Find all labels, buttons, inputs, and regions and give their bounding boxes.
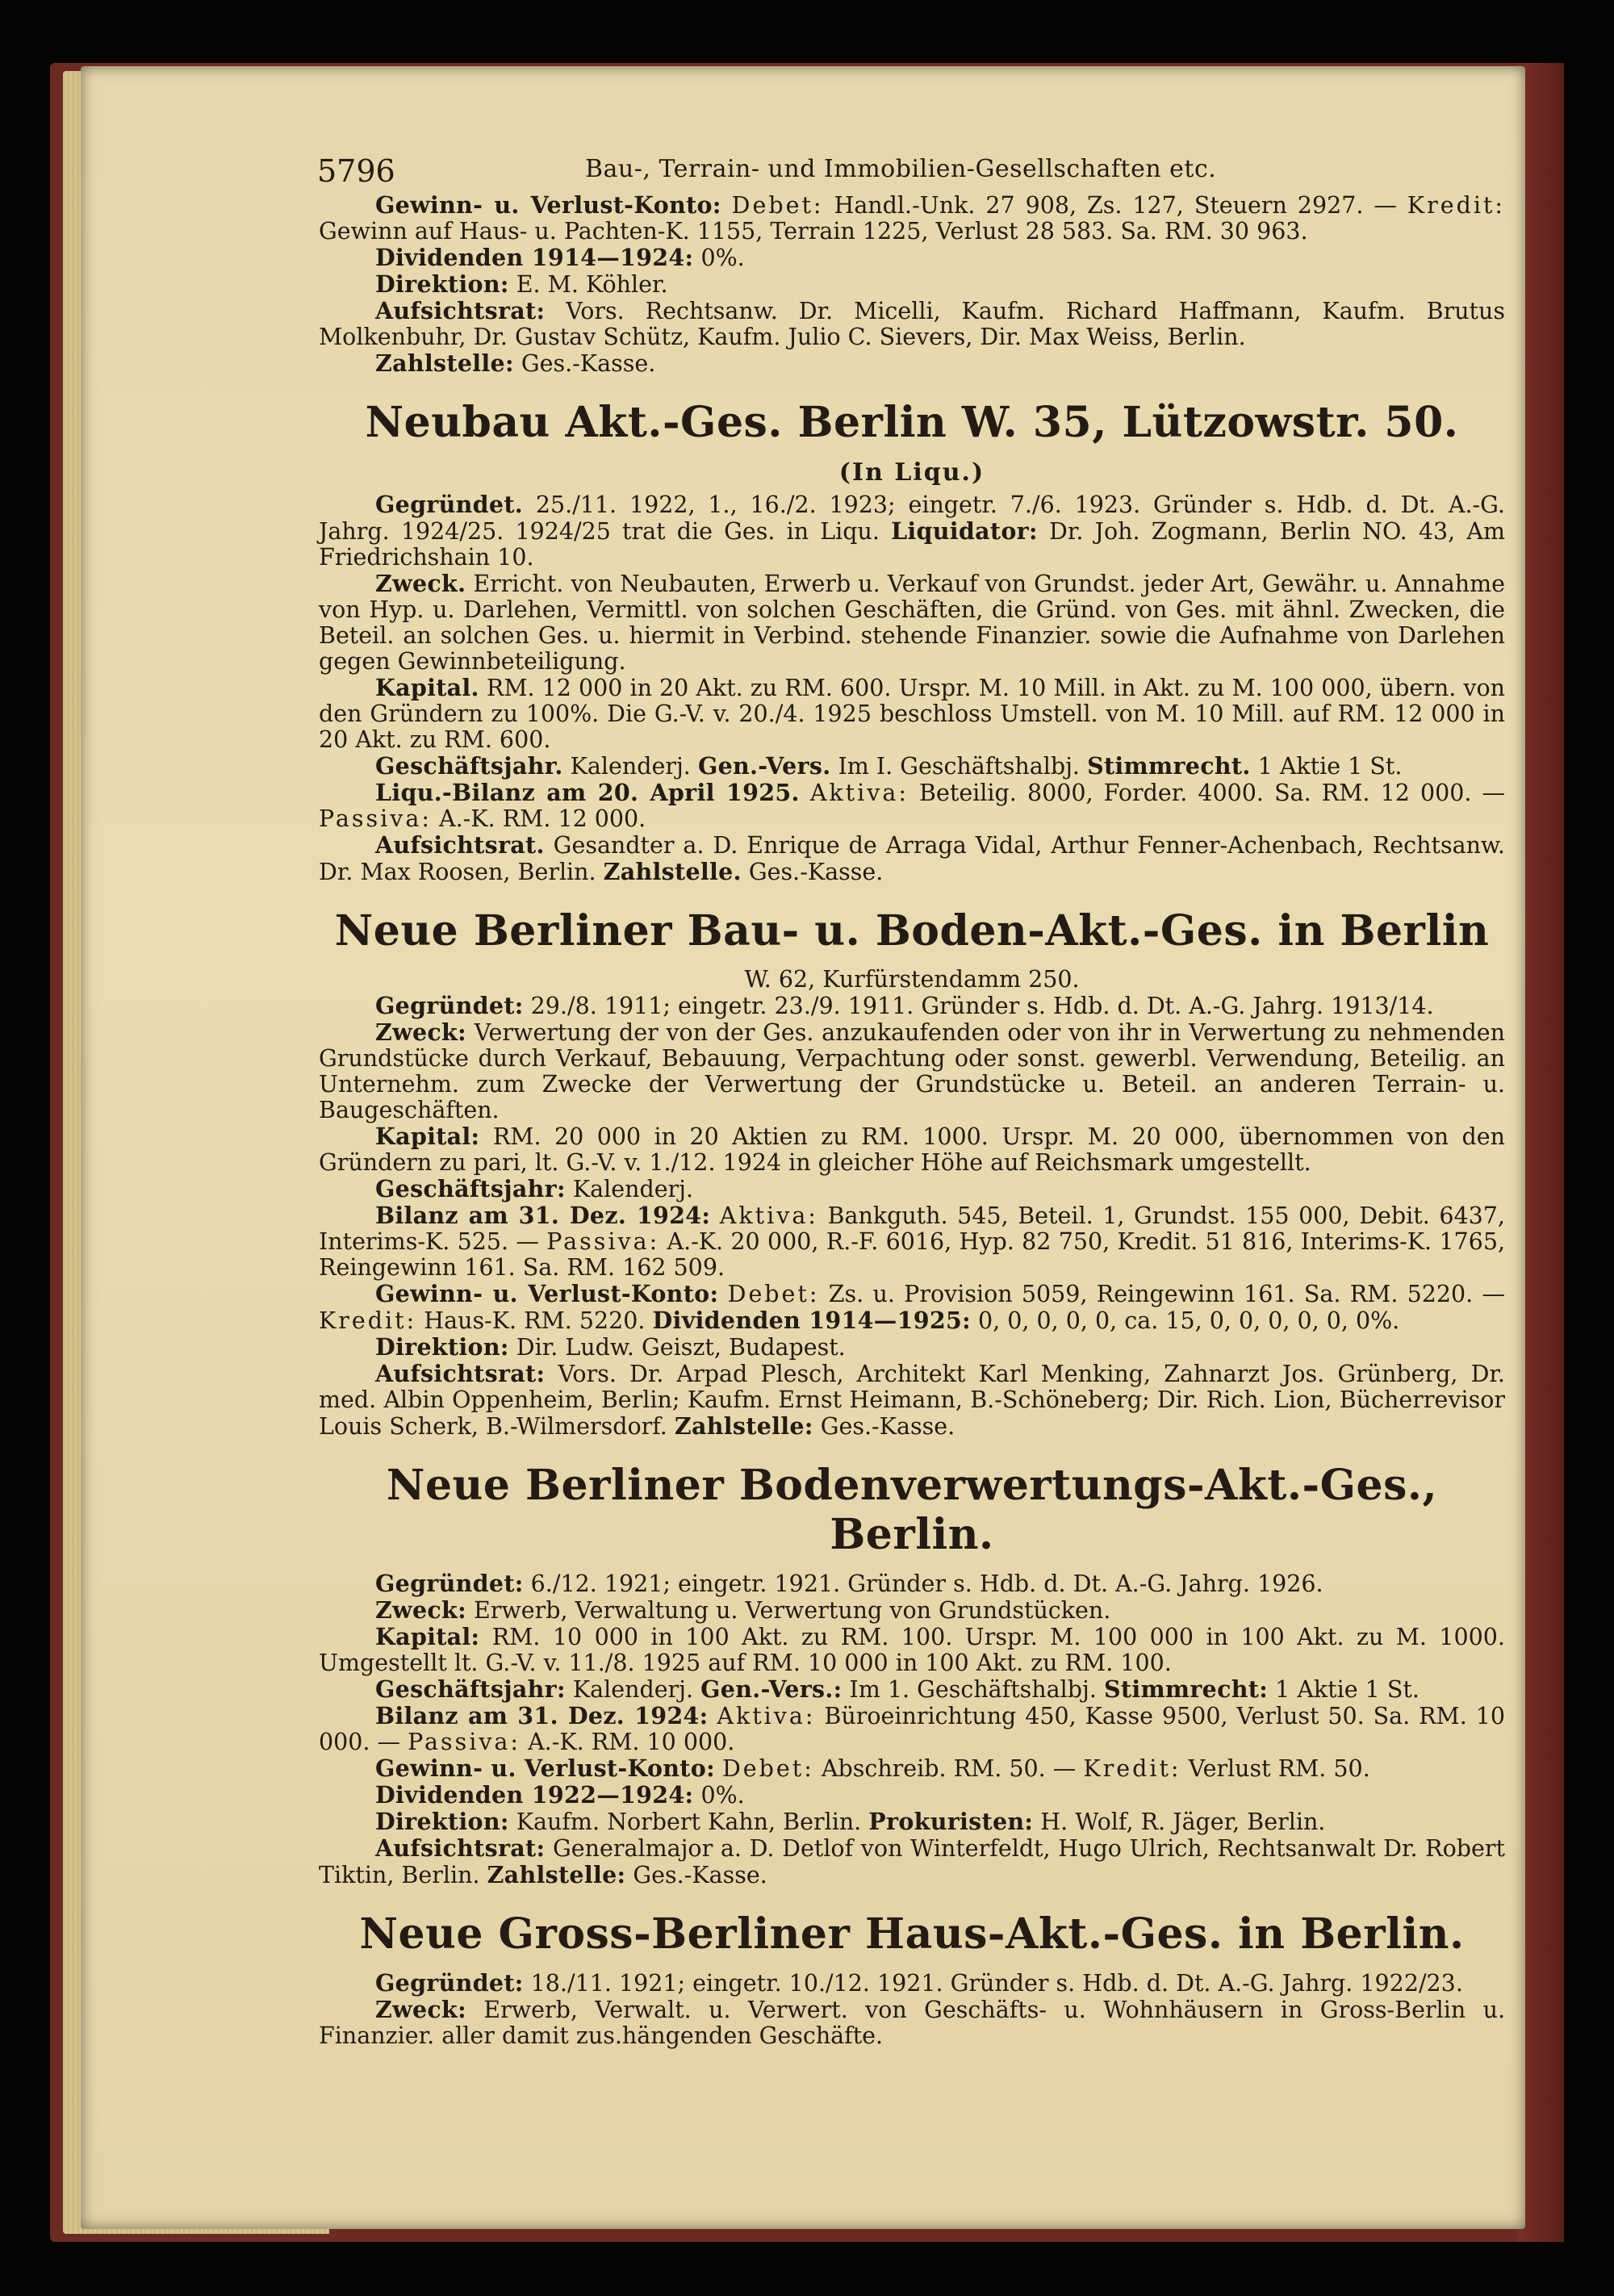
gegruendet: [319, 1970, 1505, 1997]
label: Prokuristen:: [868, 1808, 1034, 1835]
label: Aufsichtsrat:: [375, 297, 546, 324]
label: Stimmrecht:: [1103, 1675, 1269, 1703]
text: Erwerb, Verwaltung u. Verwertung von Grundstücken.: [466, 1597, 1111, 1624]
label: Bilanz am 31. Dez. 1924:: [375, 1702, 709, 1729]
label: Zahlstelle:: [375, 349, 514, 377]
text: Zs. u. Provision 5059, Reingewinn 161. Sa. RM. 5220. —: [819, 1281, 1506, 1307]
label: Geschäftsjahr:: [375, 1675, 566, 1703]
text: Dr. Joh. Zogmann, Berlin NO. 43, Am Friedrichshain 10.: [319, 518, 1505, 571]
label: Gegründet:: [375, 992, 524, 1019]
text: Abschreib. RM. 50. —: [813, 1755, 1084, 1782]
label: Zweck.: [375, 570, 466, 597]
label: Kredit:: [1083, 1755, 1181, 1782]
text: Kalenderj.: [565, 1176, 694, 1202]
bilanz: [319, 1703, 1505, 1755]
text: Generalmajor a. D. Detlof von Winterfeldt, Hugo Ulrich, Rechtsanwalt Dr. Robert Tiktin, Berlin.: [319, 1835, 1505, 1888]
label: Kapital:: [375, 1623, 480, 1650]
text: 0%.: [693, 1782, 745, 1809]
entry-title: Neue Berliner Bodenverwertungs-Akt.-Ges., Berlin.: [386, 1461, 1438, 1559]
text: Erwerb, Verwalt. u. Verwert. von Geschäfts- u. Wohnhäusern in Gross-Berlin u. Finanzier. aller damit zus.hängenden Geschäfte.: [319, 1997, 1505, 2049]
text: Dir. Ludw. Geiszt, Budapest.: [508, 1334, 846, 1361]
label: Direktion:: [375, 270, 509, 298]
geschaeftsjahr: [319, 1676, 1505, 1703]
text: [710, 1202, 720, 1229]
text: RM. 20 000 in 20 Aktien zu RM. 1000. Urspr. M. 20 000, übernommen von den Gründern zu pari, lt. G.-V. v. 1./12. 1924 in gleicher Höhe auf Reichsmark umgestellt.: [319, 1123, 1505, 1176]
label: Gegründet:: [375, 1969, 524, 1997]
text: RM. 12 000 in 20 Akt. zu RM. 600. Urspr. M. 10 Mill. in Akt. zu M. 100 000, übern. von den Gründern zu 100%. Die G.-V. v. 20./4. 1925 beschloss Umstell. von M. 10 Mill. auf RM. 12 000 in 20 Akt. zu RM. 600.: [319, 675, 1505, 753]
kapital: [319, 1624, 1505, 1676]
entry-title: Neue Berliner Bau- u. Boden-Akt.-Ges. in Berlin: [334, 906, 1490, 956]
label: Kredit:: [319, 1307, 417, 1334]
direktion: [319, 1809, 1505, 1835]
label: Gewinn- u. Verlust-Konto:: [375, 1280, 719, 1307]
label: Zweck:: [375, 1996, 466, 2023]
label: Zweck:: [375, 1596, 466, 1624]
label: Bilanz am 31. Dez. 1924:: [375, 1202, 711, 1229]
text: [708, 1703, 717, 1729]
text: Büroeinrichtung 450, Kasse 9500, Verlust 50. Sa. RM. 10 000. —: [319, 1703, 1505, 1755]
text: Vors. Dr. Arpad Plesch, Architekt Karl Menking, Zahnarzt Jos. Grünberg, Dr. med. Albin Oppenheim, Berlin; Kaufm. Ernst Heimann, B.-Schöneberg; Dir. Rich. Lion, Bücherrevisor Louis Scherk, B.-Wilmersdorf.: [319, 1361, 1505, 1440]
label: Kredit:: [1407, 192, 1505, 219]
gewinn-verlust-konto: [319, 192, 1505, 245]
label: Debet:: [721, 1755, 814, 1782]
gegruendet: [319, 993, 1505, 1019]
label: Zahlstelle.: [603, 858, 742, 885]
label: Zweck:: [375, 1018, 466, 1046]
text: A.-K. RM. 10 000.: [521, 1729, 735, 1755]
kapital: [319, 675, 1505, 753]
text: Verlust RM. 50.: [1181, 1755, 1370, 1782]
label: Gewinn- u. Verlust-Konto:: [375, 191, 721, 219]
dividenden: [319, 1782, 1505, 1809]
zweck: [319, 1019, 1505, 1123]
entry-neue-gross-berliner: [319, 1909, 1505, 2049]
text: A.-K. 20 000, R.-F. 6016, Hyp. 82 750, Kredit. 51 816, Interims-K. 1765, Reingewinn 161. Sa. RM. 162 509.: [319, 1228, 1506, 1281]
label: Passiva:: [319, 805, 432, 832]
text: Ges.-Kasse.: [813, 1413, 955, 1440]
label: Passiva:: [546, 1228, 660, 1255]
geschaeftsjahr: [319, 753, 1505, 780]
entry-continued: [319, 192, 1505, 377]
label: Zahlstelle:: [487, 1861, 626, 1888]
bilanz: [319, 1202, 1505, 1281]
aufsichtsrat: [319, 1361, 1505, 1440]
liquidation-note: (In Liqu.): [838, 458, 985, 487]
label: Dividenden 1922—1924:: [375, 1781, 694, 1809]
text: 1 Aktie 1 St.: [1250, 753, 1403, 780]
label: Aktiva:: [717, 1703, 816, 1729]
text: Ges.-Kasse.: [513, 350, 656, 377]
gegruendet: [319, 491, 1505, 571]
text: Ges.-Kasse.: [741, 859, 884, 885]
direktion: [319, 271, 1505, 298]
text: Gewinn auf Haus- u. Pachten-K. 1155, Terrain 1225, Verlust 28 583. Sa. RM. 30 963.: [319, 218, 1308, 245]
running-header: [319, 153, 1505, 192]
text: 18./11. 1921; eingetr. 10./12. 1921. Gründer s. Hdb. d. Dt. A.-G. Jahrg. 1922/23.: [523, 1970, 1463, 1997]
text: 1 Aktie 1 St.: [1268, 1676, 1420, 1703]
label: Gen.-Vers.:: [700, 1675, 843, 1703]
text: Ges.-Kasse.: [625, 1862, 767, 1888]
text: Beteilig. 8000, Forder. 4000. Sa. RM. 12 000. —: [908, 780, 1506, 806]
label: Kapital.: [375, 674, 479, 701]
label: Debet:: [727, 1281, 820, 1307]
direktion: [319, 1334, 1505, 1361]
text: H. Wolf, R. Jäger, Berlin.: [1033, 1809, 1326, 1835]
text: Gesandter a. D. Enrique de Arraga Vidal, Arthur Fenner-Achenbach, Rechtsanw. Dr. Max Roosen, Berlin.: [319, 832, 1505, 885]
label: Debet:: [731, 192, 824, 219]
label: Aufsichtsrat:: [375, 1834, 546, 1862]
text: E. M. Köhler.: [508, 271, 668, 298]
entry-neue-berliner-bodenverwertung: [319, 1461, 1505, 1888]
label: Aufsichtsrat:: [375, 1360, 546, 1387]
page-content: [319, 153, 1505, 2049]
entry-title: Neue Gross-Berliner Haus-Akt.-Ges. in Berlin.: [359, 1909, 1465, 1959]
label: Aufsichtsrat.: [375, 831, 545, 859]
aufsichtsrat: [319, 832, 1505, 885]
page-number: 5796: [317, 153, 395, 189]
gewinn-verlust-konto: [319, 1281, 1505, 1334]
geschaeftsjahr: [319, 1176, 1505, 1202]
entry-neue-berliner-bau: [319, 906, 1505, 1440]
text: Im 1. Geschäftshalbj.: [842, 1676, 1104, 1703]
dividenden: [319, 245, 1505, 271]
text: 0%.: [693, 245, 745, 271]
zweck: [319, 571, 1505, 675]
text: Verwertung der von der Ges. anzukaufenden oder von ihr in Verwertung zu nehmenden Grundstücke durch Verkauf, Bebauung, Verpachtung oder sonst. gewerbl. Verwendung, Beteilig. an Unternehm. zum Zwecke der Verwertung der Grundstücke u. Beteil. an anderen Terrain- u. Baugeschäften.: [319, 1019, 1505, 1123]
label: Gen.-Vers.: [697, 752, 831, 780]
text: [800, 780, 810, 806]
text: Bankguth. 545, Beteil. 1, Grundst. 155 000, Debit. 6437, Interims-K. 525. —: [319, 1202, 1505, 1255]
text: [718, 1281, 727, 1307]
bilanz: [319, 780, 1505, 832]
label: Passiva:: [408, 1729, 521, 1755]
label: Kapital:: [375, 1123, 480, 1150]
label: Geschäftsjahr:: [375, 1175, 566, 1202]
label: Liqu.-Bilanz am 20. April 1925.: [375, 779, 800, 806]
text: Haus-K. RM. 5220.: [416, 1307, 653, 1334]
label: Dividenden 1914—1924:: [375, 244, 694, 271]
text: Kaufm. Norbert Kahn, Berlin.: [508, 1809, 869, 1835]
text: RM. 10 000 in 100 Akt. zu RM. 100. Urspr. M. 100 000 in 100 Akt. zu M. 1000. Umgestellt lt. G.-V. v. 11./8. 1925 auf RM. 10 000 in 100 Akt. zu RM. 100.: [319, 1624, 1505, 1676]
label: Gegründet:: [375, 1570, 524, 1597]
text: Kalenderj.: [562, 753, 698, 780]
aufsichtsrat: [319, 298, 1505, 350]
gegruendet: [319, 1570, 1505, 1597]
text: [721, 192, 732, 219]
label: Stimmrecht.: [1087, 752, 1251, 780]
text: Im I. Geschäftshalbj.: [830, 753, 1088, 780]
zweck: [319, 1597, 1505, 1624]
zahlstelle: [319, 350, 1505, 377]
kapital: [319, 1123, 1505, 1176]
text: Kalenderj.: [565, 1676, 701, 1703]
label: Direktion:: [375, 1808, 509, 1835]
label: Gegründet.: [375, 491, 524, 518]
label: Aktiva:: [809, 780, 909, 806]
label: Geschäftsjahr.: [375, 752, 563, 780]
text: 29./8. 1911; eingetr. 23./9. 1911. Gründer s. Hdb. d. Dt. A.-G. Jahrg. 1913/14.: [523, 993, 1434, 1019]
text: [715, 1755, 722, 1782]
label: Direktion:: [375, 1333, 509, 1361]
running-title: Bau-, Terrain- und Immobilien-Gesellschaften etc.: [585, 155, 1217, 183]
label: Liquidator:: [891, 517, 1038, 545]
text: Erricht. von Neubauten, Erwerb u. Verkauf von Grundst. jeder Art, Gewähr. u. Annahme von Hyp. u. Darlehen, Vermittl. von solchen Geschäften, die Gründ. von Ges. mit ähnl. Zwecken, die Beteil. an solchen Ges. u. hiermit in Verbind. stehende Finanzier. sowie die Aufnahme von Darlehen gegen Gewinnbeteiligung.: [319, 571, 1505, 675]
label: Dividenden 1914—1925:: [652, 1307, 971, 1334]
text: Handl.-Unk. 27 908, Zs. 127, Steuern 2927. —: [823, 192, 1407, 219]
label: Gewinn- u. Verlust-Konto:: [375, 1754, 715, 1782]
entry-title: Neubau Akt.-Ges. Berlin W. 35, Lützowstr. 50.: [365, 398, 1459, 447]
text: 0, 0, 0, 0, 0, ca. 15, 0, 0, 0, 0, 0, 0%.: [970, 1307, 1400, 1334]
text: 25./11. 1922, 1., 16./2. 1923; eingetr. 7./6. 1923. Gründer s. Hdb. d. Dt. A.-G. Jahrg. 1924/25. 1924/25 trat die Ges. in Liqu.: [319, 491, 1505, 545]
text: A.-K. RM. 12 000.: [431, 805, 646, 832]
text: Vors. Rechtsanw. Dr. Micelli, Kaufm. Richard Haffmann, Kaufm. Brutus Molkenbuhr, Dr. Gustav Schütz, Kaufm. Julio C. Sievers, Dir. Max Weiss, Berlin.: [319, 298, 1505, 350]
aufsichtsrat: [319, 1835, 1505, 1888]
zweck: [319, 1997, 1505, 2049]
entry-neubau: [319, 398, 1505, 885]
text: 6./12. 1921; eingetr. 1921. Gründer s. Hdb. d. Dt. A.-G. Jahrg. 1926.: [523, 1570, 1323, 1597]
label: Zahlstelle:: [674, 1412, 813, 1440]
gewinn-verlust-konto: [319, 1755, 1505, 1782]
label: Aktiva:: [719, 1202, 818, 1229]
address: W. 62, Kurfürstendamm 250.: [744, 966, 1080, 993]
